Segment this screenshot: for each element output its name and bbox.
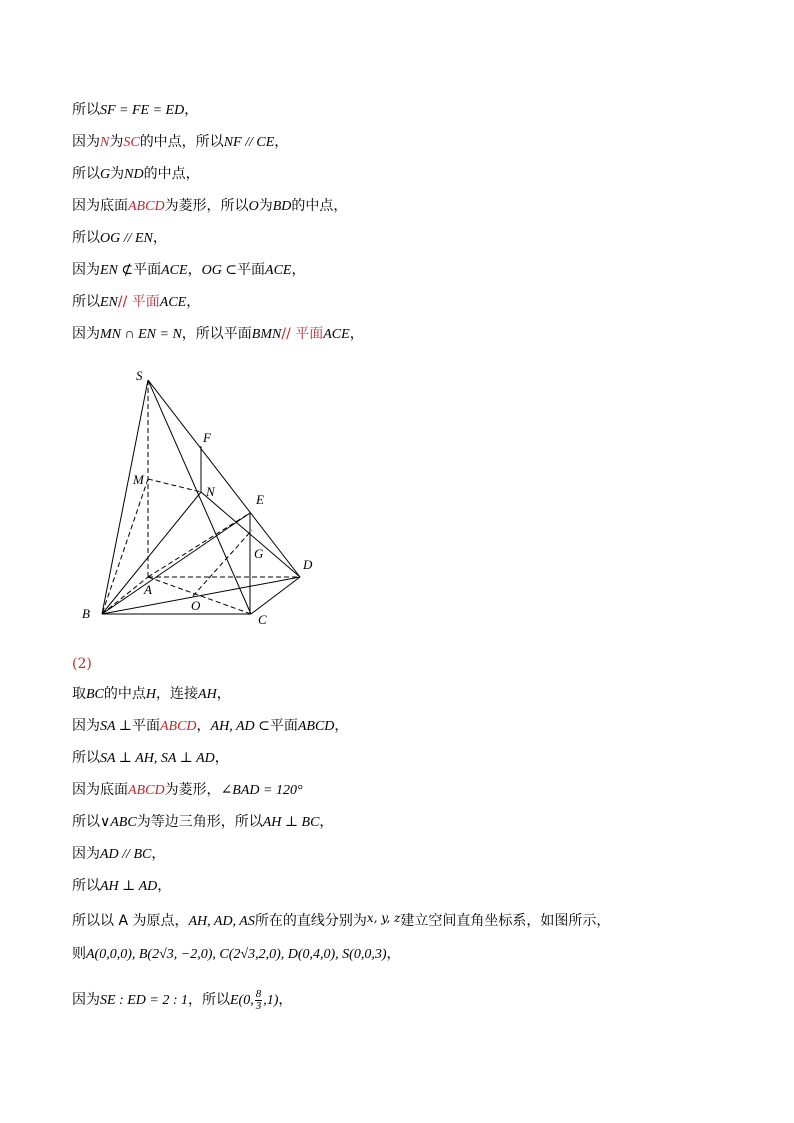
text: 平面 (131, 718, 160, 734)
edge-CD (251, 577, 300, 614)
math: G (100, 167, 111, 182)
text: ， (274, 134, 289, 150)
label-M: M (133, 472, 144, 487)
math: ∨ABC (100, 815, 137, 830)
math: SE : ED = 2 : 1 (100, 993, 188, 1008)
text: 因为 (72, 134, 100, 150)
math: SC (123, 135, 140, 150)
text: 所在的直线分别为 (254, 913, 367, 929)
math: ACE (161, 263, 188, 278)
edge-BA (102, 577, 148, 614)
label-S: S (136, 368, 143, 383)
text-line-15 (72, 844, 165, 865)
label-E: E (256, 492, 264, 507)
label-O: O (191, 598, 201, 613)
text: 所以以 A 为原点， (72, 913, 189, 929)
pyramid-diagram (80, 362, 330, 627)
math: H (145, 687, 157, 702)
label-C: C (258, 612, 267, 627)
text: ， (187, 262, 202, 278)
math: ∠BAD = 120° (220, 783, 303, 798)
math: BC (86, 687, 104, 702)
text: 为等边三角形，所以 (136, 814, 263, 830)
text-line-11 (72, 716, 348, 737)
edge-AE (148, 513, 250, 577)
fraction-denominator: 3 (255, 999, 262, 1012)
math: ABCD (128, 783, 165, 798)
math: ABCD (159, 719, 197, 734)
edge-BE (102, 513, 250, 614)
text: 的中点， (143, 166, 200, 182)
text-line-19 (72, 986, 292, 1015)
text: 平面 (269, 718, 298, 734)
text-line-2 (72, 132, 288, 153)
math: BMN (251, 327, 282, 342)
math: AH (198, 687, 217, 702)
math: OG ⊂ (201, 263, 238, 278)
text: ， (196, 718, 211, 734)
text: 建立空间直角坐标系，如图所示， (400, 913, 611, 929)
text-line-6 (72, 260, 305, 281)
edge-OG (193, 530, 252, 596)
text-line-8 (72, 324, 364, 345)
math: ACE (265, 263, 292, 278)
text-line-9 (72, 654, 92, 674)
label-B: B (82, 606, 90, 621)
text-line-7 (72, 292, 200, 313)
text: ， (157, 878, 172, 894)
math: E(0, (230, 993, 254, 1008)
text: 为菱形，所以 (164, 198, 249, 214)
text-line-4 (72, 196, 347, 217)
math: SF = FE = ED (100, 103, 185, 118)
text-line-17 (72, 908, 610, 932)
pyramid-figure (80, 362, 330, 627)
text: // 平面 (281, 326, 324, 342)
edge-SC (148, 380, 251, 614)
text: 所以 (72, 878, 100, 894)
text: ， (184, 102, 199, 118)
text: 为 (109, 134, 124, 150)
text: 因为底面 (72, 782, 128, 798)
text: ， (152, 230, 167, 246)
math: BD (272, 199, 292, 214)
text-line-5 (72, 228, 167, 249)
text: ，连接 (156, 686, 199, 702)
text: 为 (258, 198, 273, 214)
math: SA ⊥ (100, 719, 132, 734)
text: ，所以 (188, 992, 230, 1008)
text: 所以 (72, 230, 100, 246)
math: ABCD (128, 199, 165, 214)
text-line-18 (72, 944, 401, 965)
text: ，所以平面 (181, 326, 252, 342)
text-line-13 (72, 780, 303, 801)
text: 所以 (72, 814, 100, 830)
label-F: F (203, 430, 211, 445)
text: 所以 (72, 294, 100, 310)
label-N: N (206, 484, 215, 499)
edge-MN (148, 479, 201, 492)
math-axes: x, y, z (366, 911, 401, 925)
math: O (248, 199, 259, 214)
text: 则 (72, 946, 86, 962)
text: 为菱形， (164, 782, 221, 798)
math: EN ⊄ (100, 263, 134, 278)
text-line-12 (72, 748, 229, 769)
text: 所以 (72, 750, 100, 766)
math: ACE (323, 327, 350, 342)
math: AH ⊥ AD (100, 879, 158, 894)
text: 因为 (72, 718, 100, 734)
math: AH, AD ⊂ (210, 719, 270, 734)
text: 平面 (133, 262, 162, 278)
text: 的中点 (103, 686, 146, 702)
text: ， (278, 992, 293, 1008)
math: ,1) (263, 993, 279, 1008)
math: N (100, 135, 110, 150)
text: ， (214, 750, 229, 766)
label-G: G (254, 546, 264, 561)
math: ND (124, 167, 144, 182)
text: ， (186, 294, 201, 310)
edge-BD (102, 577, 300, 614)
text: ， (319, 814, 334, 830)
math: ACE (159, 295, 187, 310)
math: MN ∩ EN = N (100, 327, 182, 342)
text: ， (334, 718, 349, 734)
text-line-1 (72, 100, 198, 121)
text-line-10 (72, 684, 231, 705)
text: 因为 (72, 326, 100, 342)
math: EN (100, 295, 118, 310)
text-line-3 (72, 164, 200, 185)
text: 为 (110, 166, 125, 182)
text: ， (216, 686, 231, 702)
label-D: D (303, 557, 313, 572)
text: 因为 (72, 846, 100, 862)
label-A: A (144, 582, 152, 597)
text: 所以 (72, 102, 100, 118)
text: ， (291, 262, 306, 278)
math: OG // EN (100, 231, 153, 246)
text: ， (349, 326, 364, 342)
text: 的中点，所以 (139, 134, 224, 150)
text: // 平面 (117, 294, 160, 310)
edge-SB (102, 380, 148, 614)
text: ， (151, 846, 166, 862)
math: ABCD (297, 719, 335, 734)
text: 因为 (72, 992, 100, 1008)
edge-SD (148, 380, 300, 577)
fraction (255, 989, 263, 1012)
fraction-numerator: 8 (255, 987, 262, 1000)
text: 因为底面 (72, 198, 128, 214)
math: AH ⊥ BC (262, 815, 320, 830)
text: 所以 (72, 166, 100, 182)
text: 的中点， (291, 198, 348, 214)
text-line-14 (72, 812, 333, 833)
section-number: (2) (72, 656, 92, 672)
text: ， (386, 946, 401, 962)
text: 取 (72, 686, 86, 702)
math: SA ⊥ AH, SA ⊥ AD (100, 751, 215, 766)
text: 平面 (237, 262, 266, 278)
math: NF // CE (223, 135, 275, 150)
math: A(0,0,0), B(2√3, −2,0), C(2√3,2,0), D(0,4,0), S(0,0,3) (86, 947, 387, 962)
math: AH, AD, AS (188, 914, 255, 929)
text-line-16 (72, 876, 171, 897)
math: AD // BC (100, 847, 152, 862)
text: 因为 (72, 262, 100, 278)
